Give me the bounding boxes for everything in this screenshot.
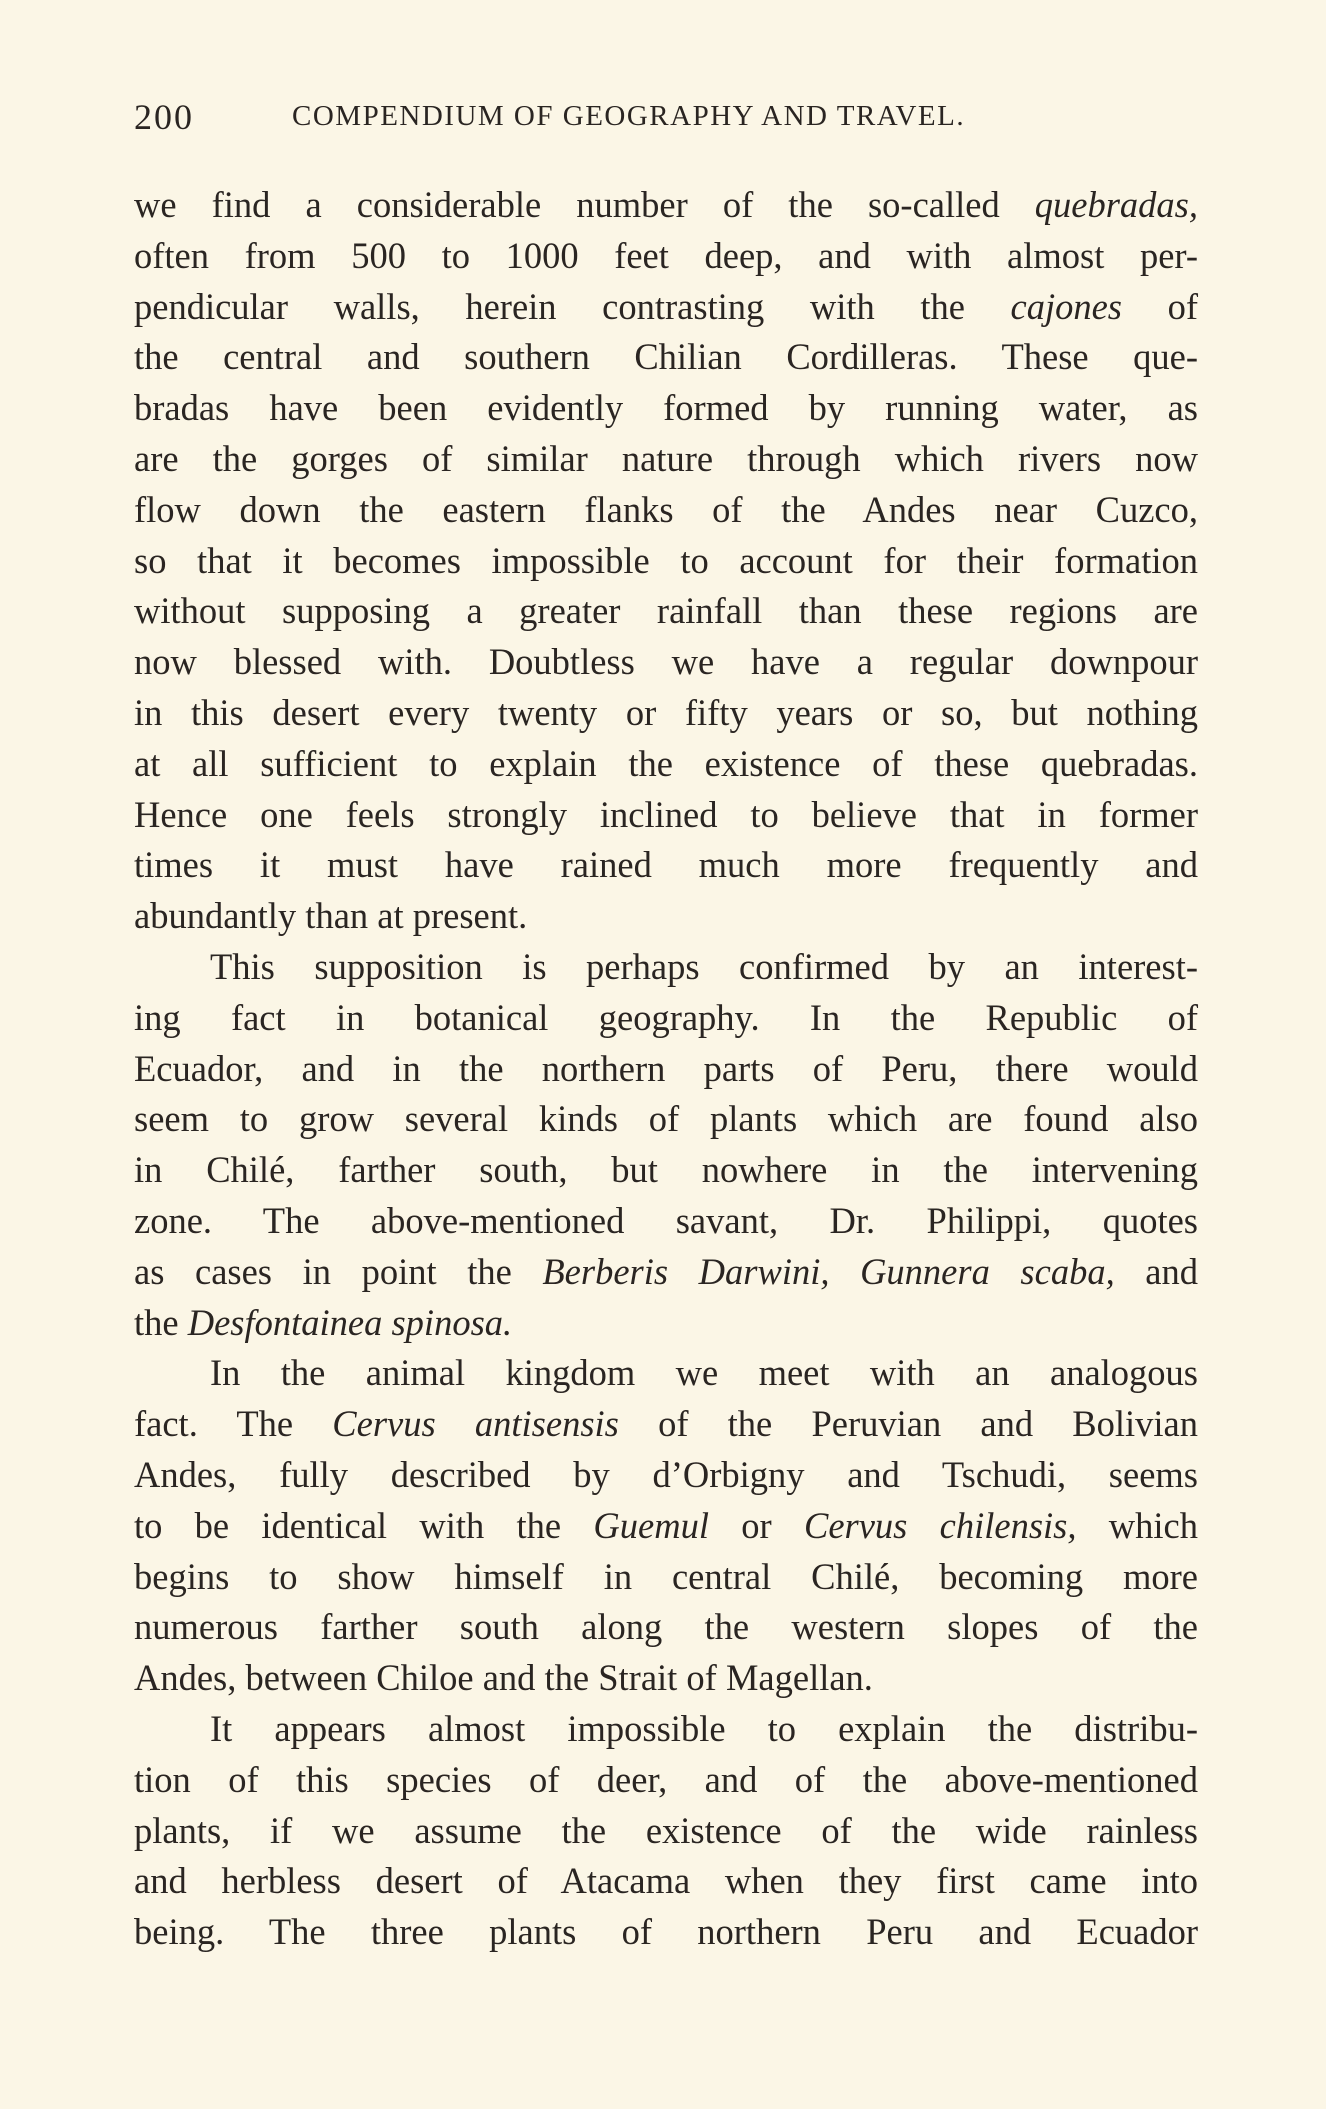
text-segment: now blessed with. Doubtless we have a regular downpour: [134, 641, 1198, 683]
text-segment: of: [1122, 285, 1198, 327]
text-segment: being. The three plants of northern Peru and Ecuador: [134, 1911, 1198, 1953]
text-line: [134, 1907, 1198, 1958]
text-segment: Ecuador, and in the northern parts of Peru, there would: [134, 1047, 1198, 1089]
text-segment: In the animal kingdom we meet with an analogous: [210, 1352, 1198, 1394]
text-line: [134, 739, 1198, 790]
text-line: [134, 1196, 1198, 1247]
text-line: [134, 1348, 1198, 1399]
text-segment: we find a considerable number of the so-called: [134, 184, 1035, 225]
text-segment: at all sufficient to explain the existence of these quebradas.: [134, 742, 1198, 784]
text-segment: so that it becomes impossible to account for their formation: [134, 539, 1198, 581]
text-segment: flow down the eastern flanks of the Andes near Cuzco,: [134, 488, 1198, 530]
text-segment: or: [708, 1504, 804, 1546]
text-segment: begins to show himself in central Chilé, becoming more: [134, 1555, 1198, 1597]
italic-text: Cervus antisensis: [332, 1403, 619, 1445]
text-segment: zone. The above-mentioned savant, Dr. Philippi, quotes: [134, 1199, 1198, 1241]
text-line: [134, 586, 1198, 637]
text-segment: Hence one feels strongly inclined to believe that in former: [134, 793, 1198, 835]
text-line: [134, 790, 1198, 841]
text-segment: of the Peruvian and Bolivian: [618, 1403, 1198, 1445]
text-segment: and herbless desert of Atacama when they first came into: [134, 1860, 1198, 1902]
text-line: [134, 332, 1198, 383]
text-segment: tion of this species of deer, and of the above-mentioned: [134, 1758, 1198, 1800]
text-line: [134, 891, 1198, 942]
italic-text: Desfontainea spinosa.: [187, 1301, 513, 1343]
text-segment: Andes, fully described by d’Orbigny and Tschudi, seems: [134, 1453, 1198, 1495]
text-line: [134, 383, 1198, 434]
text-segment: in this desert every twenty or fifty years or so, but nothing: [134, 691, 1198, 733]
text-line: [134, 231, 1198, 282]
italic-text: Berberis Darwini, Gunnera scaba,: [542, 1250, 1115, 1292]
book-page: [134, 96, 1198, 1958]
text-segment: bradas have been evidently formed by running water, as: [134, 387, 1198, 429]
text-segment: and: [1114, 1250, 1198, 1292]
text-segment: times it must have rained much more frequently and: [134, 844, 1198, 886]
text-line: [134, 942, 1198, 993]
text-line: [134, 1399, 1198, 1450]
text-segment: the: [134, 1301, 188, 1343]
text-line: [134, 1806, 1198, 1857]
text-line: [134, 688, 1198, 739]
text-line: [134, 1044, 1198, 1095]
text-line: [134, 282, 1198, 333]
text-line: [134, 1856, 1198, 1907]
text-line: [134, 1653, 1198, 1704]
text-segment: are the gorges of similar nature through which rivers now: [134, 437, 1198, 479]
text-segment: often from 500 to 1000 feet deep, and with almost per-: [134, 234, 1198, 276]
page-header: [134, 96, 1198, 146]
text-line: [134, 1755, 1198, 1806]
text-segment: plants, if we assume the existence of the wide rainless: [134, 1809, 1198, 1851]
text-segment: which: [1076, 1504, 1199, 1546]
text-segment: pendicular walls, herein contrasting with the: [134, 285, 1011, 327]
text-line: [134, 1450, 1198, 1501]
text-line: [134, 1602, 1198, 1653]
text-segment: This supposition is perhaps confirmed by an interest-: [210, 945, 1198, 987]
text-segment: the central and southern Chilian Cordilleras. These que-: [134, 336, 1198, 378]
text-segment: as cases in point the: [134, 1250, 543, 1292]
text-segment: without supposing a greater rainfall than these regions are: [134, 590, 1198, 632]
text-line: [134, 1298, 1198, 1349]
body-text: [134, 180, 1198, 1958]
text-segment: It appears almost impossible to explain the distribu-: [210, 1707, 1198, 1749]
text-segment: Andes, between Chiloe and the Strait of Magellan.: [134, 1657, 873, 1699]
italic-text: quebradas,: [1034, 184, 1198, 225]
text-line: [134, 485, 1198, 536]
text-line: [134, 1501, 1198, 1552]
italic-text: cajones: [1010, 285, 1123, 327]
italic-text: Guemul: [593, 1504, 709, 1546]
text-segment: ing fact in botanical geography. In the Republic of: [134, 996, 1198, 1038]
text-segment: numerous farther south along the western slopes of the: [134, 1606, 1198, 1648]
text-line: [134, 1094, 1198, 1145]
text-segment: fact. The: [134, 1403, 333, 1445]
text-line: [134, 536, 1198, 587]
text-line: [134, 840, 1198, 891]
text-line: [134, 1552, 1198, 1603]
text-segment: to be identical with the: [134, 1504, 594, 1546]
text-line: [134, 1704, 1198, 1755]
running-head: COMPENDIUM OF GEOGRAPHY AND TRAVEL.: [292, 100, 966, 132]
italic-text: Cervus chilensis,: [803, 1504, 1077, 1546]
text-line: [134, 434, 1198, 485]
text-segment: in Chilé, farther south, but nowhere in the intervening: [134, 1149, 1198, 1191]
text-line: [134, 993, 1198, 1044]
text-segment: abundantly than at present.: [134, 895, 528, 937]
text-line: [134, 1247, 1198, 1298]
text-line: [134, 1145, 1198, 1196]
page-number: 200: [134, 97, 194, 137]
text-line: [134, 180, 1198, 231]
text-segment: seem to grow several kinds of plants which are found also: [134, 1098, 1198, 1140]
text-line: [134, 637, 1198, 688]
